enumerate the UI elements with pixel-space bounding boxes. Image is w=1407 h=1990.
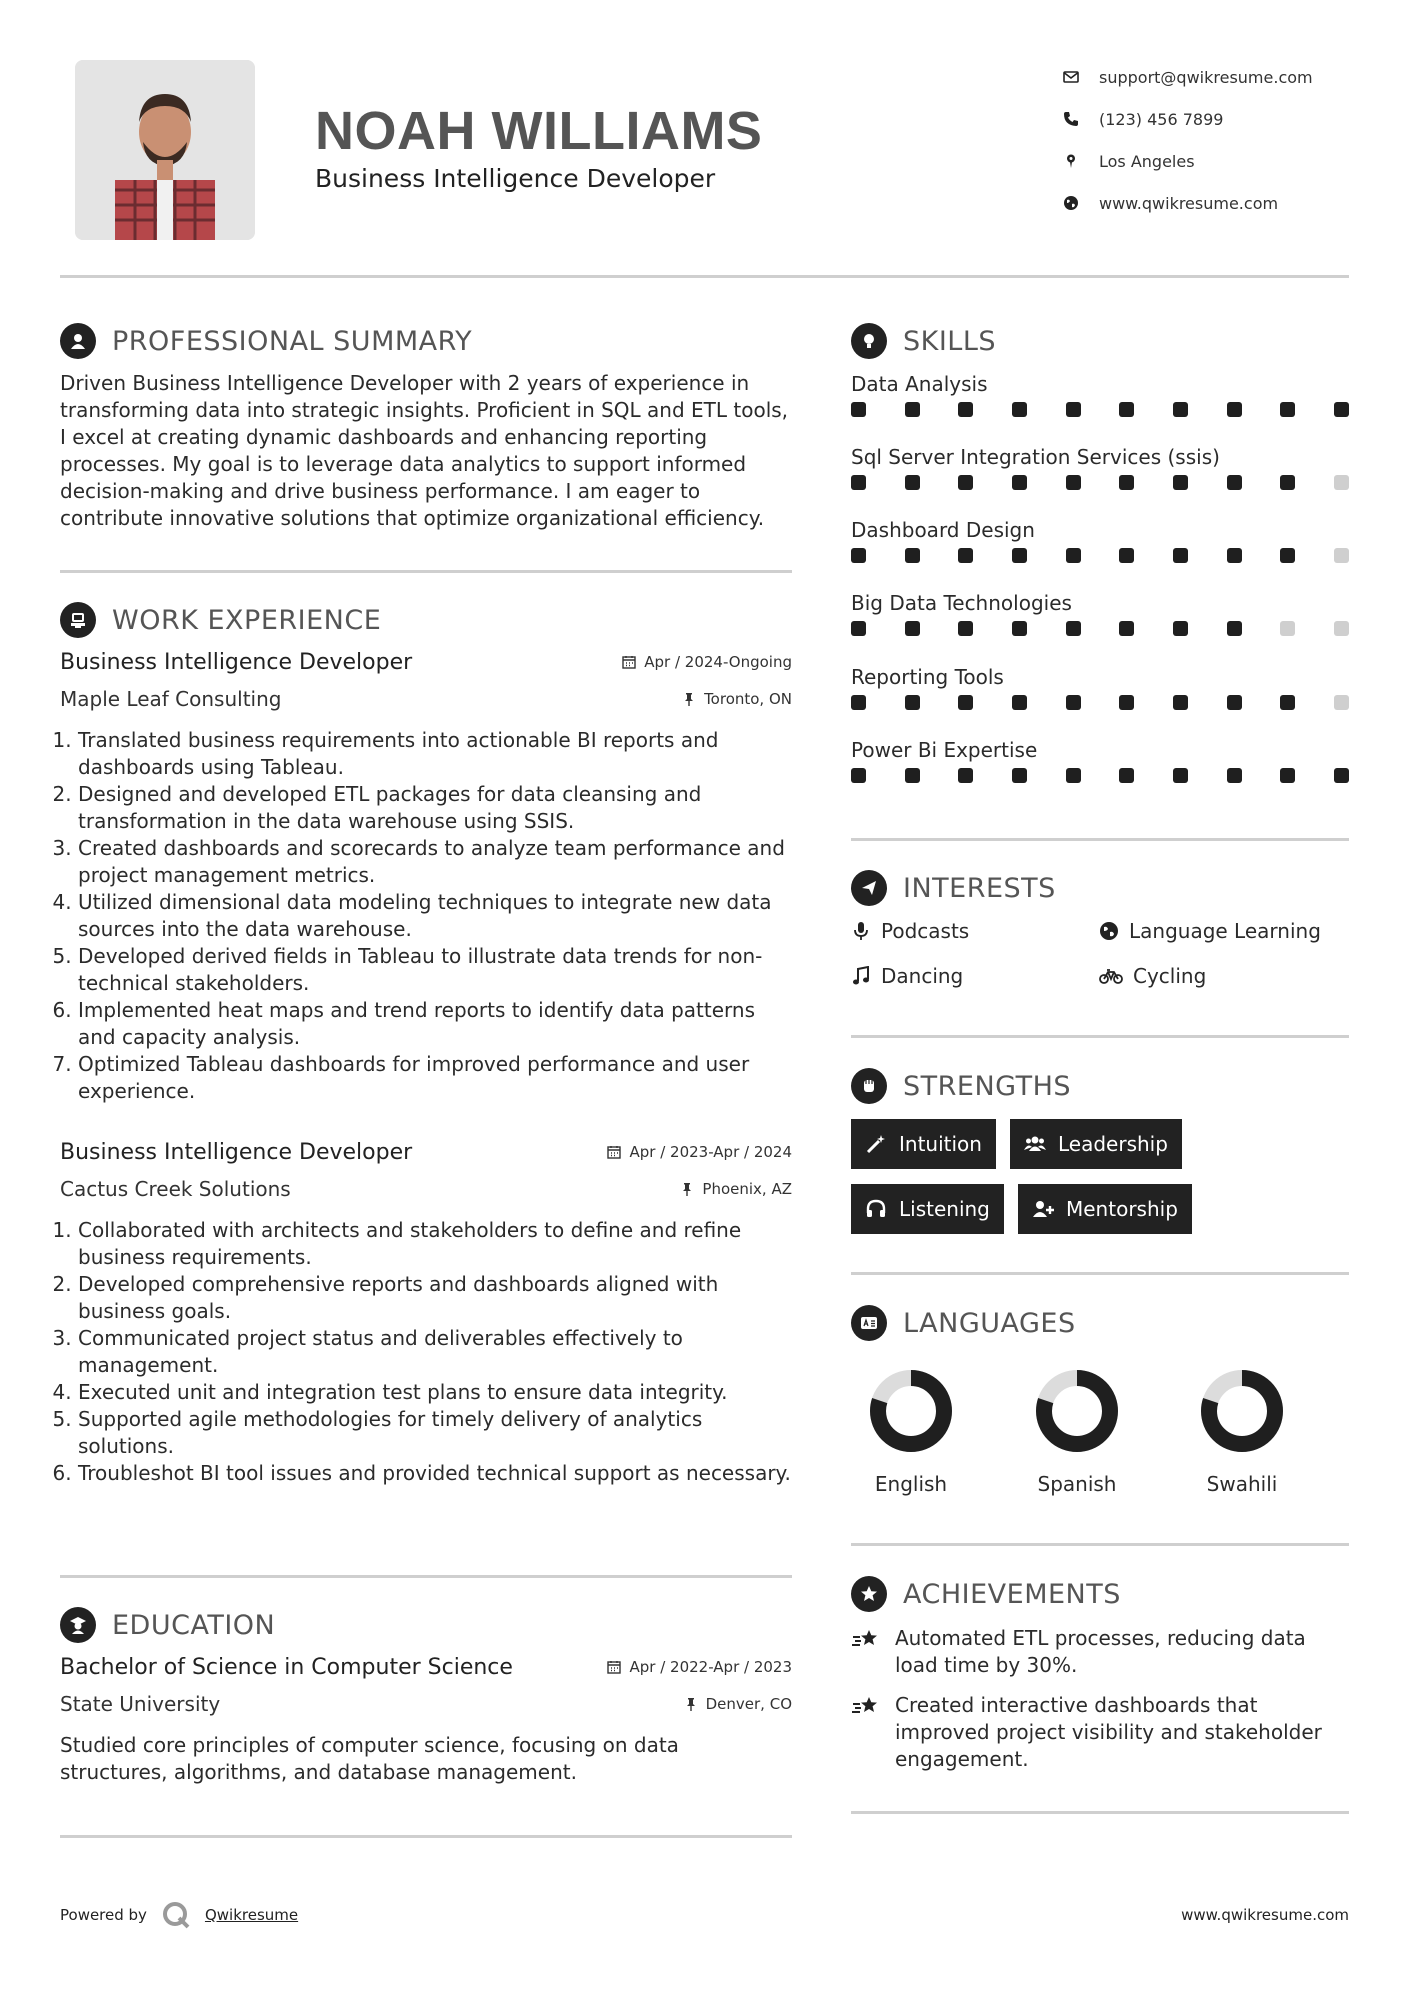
education-title: EDUCATION <box>112 1609 276 1641</box>
job-1-title: Business Intelligence Developer <box>60 650 413 675</box>
job-2-dates <box>607 1143 792 1161</box>
rating-dot <box>1280 768 1295 783</box>
rating-dot <box>1227 548 1242 563</box>
qwikresume-logo-icon <box>161 1900 191 1930</box>
interest-label: Dancing <box>881 964 964 988</box>
rating-dot <box>1334 768 1349 783</box>
rating-dot <box>1119 548 1134 563</box>
list-item: 4. Utilized dimensional data modeling techniques to integrate new data sources into the data warehouse. <box>78 889 792 943</box>
globe-icon <box>1063 195 1079 211</box>
language-name: Swahili <box>1206 1472 1278 1496</box>
bicycle-icon <box>1099 966 1123 986</box>
language-donut <box>866 1366 956 1456</box>
strength-label: Listening <box>899 1197 990 1221</box>
interest-cycling <box>1099 964 1206 988</box>
interest-label: Podcasts <box>881 919 970 943</box>
pushpin-icon <box>682 692 696 706</box>
rating-dot <box>1012 402 1027 417</box>
skill-4-name: Big Data Technologies <box>851 591 1072 615</box>
achievement-text: Created interactive dashboards that improved project visibility and stakeholder engagement. <box>895 1693 1322 1771</box>
rating-dot <box>1119 695 1134 710</box>
envelope-icon <box>1063 69 1079 85</box>
languages-heading <box>851 1305 1076 1341</box>
list-item: 4. Executed unit and integration test plans to ensure data integrity. <box>78 1379 792 1406</box>
rating-dot <box>1227 621 1242 636</box>
rating-dot <box>1280 695 1295 710</box>
rating-dot <box>1012 695 1027 710</box>
achievements-heading <box>851 1576 1121 1612</box>
skill-3-name: Dashboard Design <box>851 518 1035 542</box>
skill-5-name: Reporting Tools <box>851 665 1004 689</box>
rating-dot <box>1066 768 1081 783</box>
list-item: 5. Developed derived fields in Tableau to illustrate data trends for non-technical stakeholders. <box>78 943 792 997</box>
rating-dot <box>905 695 920 710</box>
summary-divider <box>60 570 792 573</box>
rating-dot <box>1227 695 1242 710</box>
job-2-bullets <box>60 1217 792 1487</box>
contact-list <box>1063 56 1393 224</box>
job-2-location <box>680 1180 792 1198</box>
fist-icon <box>851 1068 887 1104</box>
rating-dot <box>1227 768 1242 783</box>
interests-divider <box>851 1035 1349 1038</box>
rating-dot <box>1227 475 1242 490</box>
rating-dot <box>1280 402 1295 417</box>
rating-dot <box>1173 621 1188 636</box>
rating-dot <box>905 621 920 636</box>
rating-dot <box>1066 695 1081 710</box>
briefcase-icon <box>60 602 96 638</box>
job-entry-1 <box>60 650 792 1105</box>
skill-1-name: Data Analysis <box>851 372 988 396</box>
phone-icon <box>1063 111 1079 127</box>
list-item: 5. Supported agile methodologies for timely delivery of analytics solutions. <box>78 1406 792 1460</box>
rating-dot <box>1119 475 1134 490</box>
education-heading <box>60 1607 275 1643</box>
calendar-icon <box>607 1145 621 1159</box>
rating-dot <box>851 768 866 783</box>
rating-dot <box>1280 548 1295 563</box>
skill-item-3 <box>851 518 1349 563</box>
strength-label: Leadership <box>1058 1132 1168 1156</box>
contact-location-text: Los Angeles <box>1099 151 1195 171</box>
strength-tag-leadership <box>1010 1119 1182 1169</box>
education-dates <box>607 1658 792 1676</box>
languages-title: LANGUAGES <box>903 1307 1076 1339</box>
rating-dot <box>958 402 973 417</box>
job-1-company: Maple Leaf Consulting <box>60 687 282 711</box>
candidate-title: Business Intelligence Developer <box>315 164 716 193</box>
language-donut <box>1032 1366 1122 1456</box>
skill-item-4 <box>851 591 1349 636</box>
language-swahili <box>1182 1366 1302 1496</box>
rating-dot <box>1012 548 1027 563</box>
contact-website[interactable] <box>1063 182 1393 224</box>
footer-url[interactable]: www.qwikresume.com <box>1181 1906 1349 1924</box>
rating-dot <box>1334 475 1349 490</box>
skills-title: SKILLS <box>903 325 997 357</box>
rating-dot <box>1280 621 1295 636</box>
skill-2-name: Sql Server Integration Services (ssis) <box>851 445 1220 469</box>
job-entry-2 <box>60 1140 792 1487</box>
rating-dot <box>1119 402 1134 417</box>
skill-3-rating <box>851 548 1349 563</box>
achievements-title: ACHIEVEMENTS <box>903 1578 1121 1610</box>
degree-title: Bachelor of Science in Computer Science <box>60 1655 513 1680</box>
achievement-item-1 <box>851 1625 1351 1679</box>
language-english <box>851 1366 971 1496</box>
strength-label: Intuition <box>899 1132 982 1156</box>
contact-phone-text: (123) 456 7899 <box>1099 109 1224 129</box>
rating-dot <box>1334 548 1349 563</box>
paper-plane-icon <box>851 870 887 906</box>
education-location-text: Denver, CO <box>705 1695 792 1713</box>
skill-6-rating <box>851 768 1349 783</box>
interests-heading <box>851 870 1056 906</box>
interest-podcasts <box>851 919 969 943</box>
lightbulb-icon <box>851 323 887 359</box>
summary-title: PROFESSIONAL SUMMARY <box>112 325 473 357</box>
candidate-name: NOAH WILLIAMS <box>315 101 763 161</box>
rating-dot <box>1066 402 1081 417</box>
rating-dot <box>1173 475 1188 490</box>
list-item: 6. Implemented heat maps and trend reports to identify data patterns and capacity analysis. <box>78 997 792 1051</box>
rating-dot <box>1119 768 1134 783</box>
magic-wand-icon <box>865 1133 887 1155</box>
language-name: English <box>874 1472 948 1496</box>
map-pin-icon <box>1063 153 1079 169</box>
rating-dot <box>905 768 920 783</box>
rating-dot <box>958 475 973 490</box>
language-spanish <box>1017 1366 1137 1496</box>
job-1-location-text: Toronto, ON <box>704 690 792 708</box>
headphones-icon <box>865 1198 887 1220</box>
list-item: 6. Troubleshot BI tool issues and provided technical support as necessary. <box>78 1460 792 1487</box>
education-dates-text: Apr / 2022-Apr / 2023 <box>629 1658 792 1676</box>
list-item: 2. Designed and developed ETL packages for data cleansing and transformation in the data warehouse using SSIS. <box>78 781 792 835</box>
skill-5-rating <box>851 695 1349 710</box>
rating-dot <box>1334 695 1349 710</box>
rating-dot <box>958 548 973 563</box>
rating-dot <box>851 475 866 490</box>
footer-powered-by <box>60 1900 298 1930</box>
rating-dot <box>958 621 973 636</box>
skill-6-name: Power Bi Expertise <box>851 738 1038 762</box>
list-item: 2. Developed comprehensive reports and dashboards aligned with business goals. <box>78 1271 792 1325</box>
skill-item-2 <box>851 445 1349 490</box>
user-circle-icon <box>60 323 96 359</box>
education-location <box>684 1695 792 1713</box>
strength-label: Mentorship <box>1066 1197 1178 1221</box>
rating-dot <box>1334 402 1349 417</box>
list-item: 1. Collaborated with architects and stakeholders to define and refine business requirements. <box>78 1217 792 1271</box>
rating-dot <box>1173 768 1188 783</box>
rating-dot <box>1066 621 1081 636</box>
rating-dot <box>1012 768 1027 783</box>
skill-4-rating <box>851 621 1349 636</box>
microphone-icon <box>851 921 871 941</box>
work-divider <box>60 1575 792 1578</box>
interest-language-learning <box>1099 919 1321 943</box>
profile-photo <box>75 60 255 240</box>
rating-dot <box>1280 475 1295 490</box>
job-1-location <box>682 690 792 708</box>
job-1-bullets <box>60 727 792 1105</box>
pushpin-icon <box>680 1182 694 1196</box>
rating-dot <box>1173 695 1188 710</box>
job-2-dates-text: Apr / 2023-Apr / 2024 <box>629 1143 792 1161</box>
rating-dot <box>851 402 866 417</box>
language-name: Spanish <box>1037 1472 1117 1496</box>
pushpin-icon <box>684 1697 698 1711</box>
work-title: WORK EXPERIENCE <box>112 604 382 636</box>
skill-item-1 <box>851 372 1349 417</box>
users-icon <box>1024 1133 1046 1155</box>
header-divider <box>60 275 1349 278</box>
contact-phone[interactable] <box>1063 98 1393 140</box>
achievement-text: Automated ETL processes, reducing data load time by 30%. <box>895 1626 1306 1677</box>
rating-dot <box>1012 475 1027 490</box>
rating-dot <box>1066 475 1081 490</box>
job-2-company: Cactus Creek Solutions <box>60 1177 291 1201</box>
list-item: 7. Optimized Tableau dashboards for improved performance and user experience. <box>78 1051 792 1105</box>
interest-label: Cycling <box>1133 964 1207 988</box>
rating-dot <box>958 768 973 783</box>
user-plus-icon <box>1032 1198 1054 1220</box>
skill-1-rating <box>851 402 1349 417</box>
achievement-item-2 <box>851 1692 1351 1773</box>
education-divider <box>60 1835 792 1838</box>
job-1-dates <box>622 653 792 671</box>
education-description: Studied core principles of computer science, focusing on data structures, algorithms, and database management. <box>60 1733 679 1784</box>
rating-dot <box>851 621 866 636</box>
language-donut <box>1197 1366 1287 1456</box>
school-name: State University <box>60 1692 221 1716</box>
skill-item-6 <box>851 738 1349 783</box>
contact-location <box>1063 140 1393 182</box>
rating-dot <box>1173 402 1188 417</box>
calendar-icon <box>622 655 636 669</box>
contact-email-text: support@qwikresume.com <box>1099 67 1313 87</box>
work-heading <box>60 602 381 638</box>
skills-heading <box>851 323 996 359</box>
strength-tag-listening <box>851 1184 1004 1234</box>
job-2-location-text: Phoenix, AZ <box>702 1180 792 1198</box>
graduate-icon <box>60 1607 96 1643</box>
shooting-star-icon <box>851 1627 881 1653</box>
rating-dot <box>1173 548 1188 563</box>
achievements-divider <box>851 1811 1349 1814</box>
globe-icon <box>1099 921 1119 941</box>
skills-divider <box>851 838 1349 841</box>
strength-tag-mentorship <box>1018 1184 1192 1234</box>
contact-email[interactable] <box>1063 56 1393 98</box>
summary-heading <box>60 323 472 359</box>
powered-by-text: Powered by <box>60 1906 147 1924</box>
skill-item-5 <box>851 665 1349 710</box>
skill-2-rating <box>851 475 1349 490</box>
rating-dot <box>851 695 866 710</box>
rating-dot <box>905 548 920 563</box>
star-badge-icon <box>851 1576 887 1612</box>
music-note-icon <box>851 966 871 986</box>
education-entry <box>60 1655 792 1786</box>
list-item: 3. Created dashboards and scorecards to analyze team performance and project management metrics. <box>78 835 792 889</box>
rating-dot <box>1334 621 1349 636</box>
interest-label: Language Learning <box>1129 919 1321 943</box>
rating-dot <box>851 548 866 563</box>
strengths-divider <box>851 1272 1349 1275</box>
summary-text: Driven Business Intelligence Developer with 2 years of experience in transforming data into strategic insights. Proficient in SQL and ETL tools, I excel at creating dynamic dashboards and enhancing reporting processes. My goal is to leverage data analytics to support informed decision-making and drive business performance. I am eager to contribute innovative solutions that optimize organizational efficiency. <box>60 371 789 530</box>
list-item: 3. Communicated project status and deliverables effectively to management. <box>78 1325 792 1379</box>
interests-title: INTERESTS <box>903 872 1056 904</box>
strength-tag-intuition <box>851 1119 996 1169</box>
rating-dot <box>1012 621 1027 636</box>
calendar-icon <box>607 1660 621 1674</box>
strengths-heading <box>851 1068 1071 1104</box>
strengths-title: STRENGTHS <box>903 1070 1072 1102</box>
contact-website-text: www.qwikresume.com <box>1099 193 1279 213</box>
shooting-star-icon <box>851 1694 881 1720</box>
rating-dot <box>905 475 920 490</box>
languages-divider <box>851 1543 1349 1546</box>
rating-dot <box>1119 621 1134 636</box>
interest-dancing <box>851 964 963 988</box>
rating-dot <box>1227 402 1242 417</box>
language-icon <box>851 1305 887 1341</box>
brand-link[interactable]: Qwikresume <box>204 1906 299 1924</box>
rating-dot <box>1066 548 1081 563</box>
rating-dot <box>905 402 920 417</box>
list-item: 1. Translated business requirements into actionable BI reports and dashboards using Tableau. <box>78 727 792 781</box>
job-2-title: Business Intelligence Developer <box>60 1140 413 1165</box>
job-1-dates-text: Apr / 2024-Ongoing <box>644 653 792 671</box>
rating-dot <box>958 695 973 710</box>
